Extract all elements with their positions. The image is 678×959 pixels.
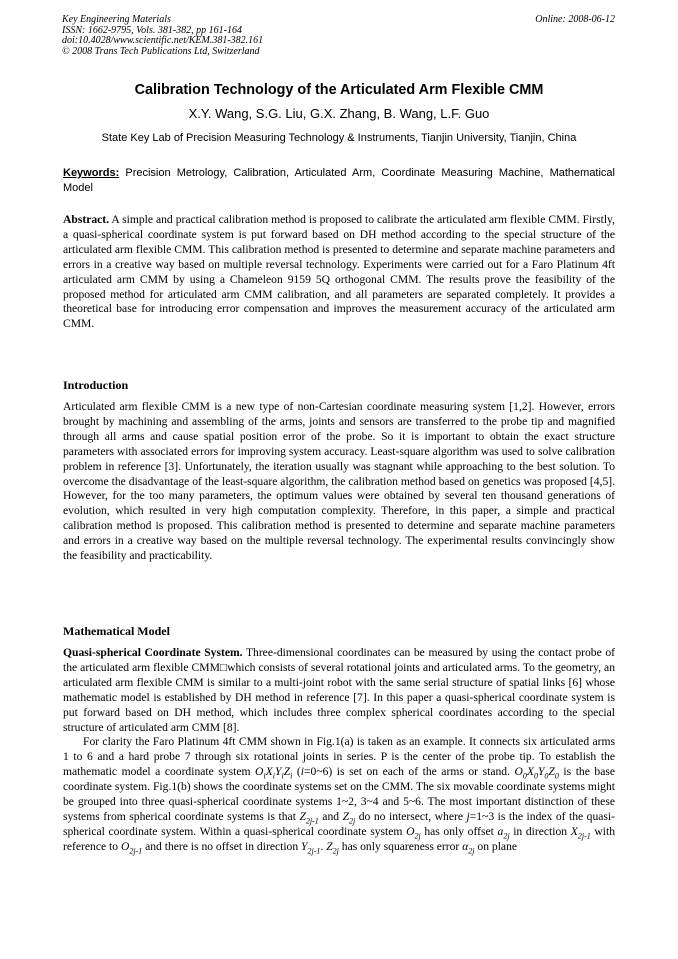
symbol-z2j-b: $Z_{2j}$ <box>326 839 339 856</box>
keywords-colon: : <box>115 167 120 179</box>
abstract-block <box>63 213 615 332</box>
symbol-z2j-1: $Z_{2j-1}$ <box>299 809 319 826</box>
text-run: . <box>320 839 327 853</box>
symbol-y2j-1: $Y_{2j-1}$ <box>301 839 321 856</box>
text-run: has only squareness error <box>338 839 463 853</box>
text-run: For clarity the Faro Platinum 4ft CMM shown in Fig.1(a) is taken as an example. It connects six articulated arms 1 to 6 and a hard probe 7 through six rotational joints in series. P is the center of the probe tip. To establish the mathematic model a coordinate system <box>63 735 615 779</box>
keywords-label: Keywords <box>63 167 116 179</box>
journal-name: Key Engineering Materials <box>62 14 171 25</box>
introduction-block <box>63 400 615 564</box>
keywords-text: Precision Metrology, Calibration, Articulated Arm, Coordinate Measuring Machine, Mathematical Model <box>63 167 615 194</box>
text-run: in direction <box>509 824 571 838</box>
symbol-z2j: $Z_{2j}$ <box>342 809 356 826</box>
paper-authors: X.Y. Wang, S.G. Liu, G.X. Zhang, B. Wang, L.F. Guo <box>188 106 490 121</box>
text-run: and <box>318 809 343 823</box>
quasi-spherical-text: Three-dimensional coordinates can be measured by using the contact probe of the articulated arm flexible CMM□which consists of several rotational joints and articulated arms. To the geometry, an articulated arm flexible CMM is similar to a multi-joint robot with the same serial structure of spatial links [6] whose mathematic model is established by DH method in reference [7]. In this paper a quasi-spherical coordinate system is put forward based on DH method, which includes three complex spherical coordinates according to the special structure of articulated arm CMM [8]. <box>63 646 615 734</box>
journal-header <box>62 15 442 57</box>
text-run: with reference to <box>63 824 615 853</box>
online-date: Online: 2008-06-12 <box>535 14 615 25</box>
text-run: has only offset <box>420 824 498 838</box>
introduction-heading: Introduction <box>63 378 129 392</box>
text-run: is the base coordinate system. Fig.1(b) shows the coordinate systems set on the CMM. The six movable coordinate systems might be grouped into three quasi-spherical coordinate systems 1~2, 3~4 and 5~6. The most important distinction of these systems from spherical coordinate systems is that <box>63 765 615 823</box>
text-run: ( <box>292 765 301 779</box>
journal-issn: ISSN: 1662-9795, Vols. 381-382, pp 161-164 <box>62 24 242 36</box>
journal-doi[interactable]: doi:10.4028/www.scientific.net/KEM.381-382.161 <box>62 35 264 46</box>
abstract-text: A simple and practical calibration method is proposed to calibrate the articulated arm flexible CMM. Firstly, a quasi-spherical coordinate system is put forward based on DH method according to the special structure of the articulated arm flexible CMM. This calibration method is presented to determine and separate machine parameters and errors in a creative way based on multiple reversal technology. Experiments were carried out for a Faro Platinum 4ft articulated arm CMM by using a Chameleon 9159 5Q orthogonal CMM. The results prove the feasibility of the proposed method for articulated arm CMM calibration, and all parameters are separated completely. It provides a theoretical base for introducing error compensation and improves the measurement accuracy of the articulated arm CMM. <box>63 213 615 331</box>
text-run: on plane <box>474 839 518 853</box>
journal-copyright: © 2008 Trans Tech Publications Ltd, Switzerland <box>62 45 260 57</box>
symbol-o2j: $O_{2j}$ <box>406 824 421 841</box>
math-model-block <box>63 646 615 855</box>
symbol-o2j-1: $O_{2j-1}$ <box>120 839 143 856</box>
abstract-label: Abstract. <box>63 213 110 226</box>
quasi-spherical-label: Quasi-spherical Coordinate System. <box>63 646 243 659</box>
symbol-a2j: $a_{2j}$ <box>497 824 510 841</box>
symbol-j: j <box>466 809 470 823</box>
paper-affiliation: State Key Lab of Precision Measuring Technology & Instruments, Tianjin University, Tianjin, China <box>101 132 577 144</box>
text-run: and there is no offset in direction <box>142 839 302 853</box>
symbol-i: i <box>300 765 304 779</box>
keywords-block <box>63 166 615 195</box>
symbol-oixiyizi: $O_iX_iY_iZ_i$ <box>255 765 293 781</box>
symbol-x2j-1: $X_{2j-1}$ <box>570 824 591 841</box>
symbol-o0x0y0z0: $O_0X_0Y_0Z_0$ <box>514 765 559 781</box>
paper-title: Calibration Technology of the Articulated Arm Flexible CMM <box>134 82 544 98</box>
math-model-heading: Mathematical Model <box>63 624 170 638</box>
symbol-alpha2j: $\alpha_{2j}$ <box>462 839 475 856</box>
text-run: do no intersect, where <box>355 809 467 823</box>
faro-example-paragraph <box>63 735 615 854</box>
quasi-spherical-paragraph <box>63 646 615 735</box>
introduction-text: Articulated arm flexible CMM is a new type of non-Cartesian coordinate measuring system [1,2]. However, errors brought by machining and assembling of the arms, joints and sensors are transferred to the probe tip and magnified through all arms and cause spatial position error of the probe. So it is important to obtain the exact structure parameters with associated errors for improving system accuracy. Least-square algorithm was used to solve calibration problem in reference [3]. Unfortunately, the iteration usually was stagnant while approaching to the best solution. To overcome the disadvantage of the least-square algorithm, the calibration method based on genetics was proposed [4,5]. However, for the too many parameters, the optimum values were obtained by several ten thousand generations of evolution, which resulted in very high computation complexity. Therefore, in this paper, a simple and practical calibration method is proposed. This calibration method is presented to determine and separate machine parameters and errors in a creative way based on the multiple reversal technology. The experimental results convincingly show the feasibility and practicability. <box>63 400 615 563</box>
text-run: =1~3 is the index of the quasi-spherical coordinate system. Within a quasi-spherical coordinate system <box>63 809 615 838</box>
text-run: =0~6) is set on each of the arms or stand. <box>304 765 515 779</box>
